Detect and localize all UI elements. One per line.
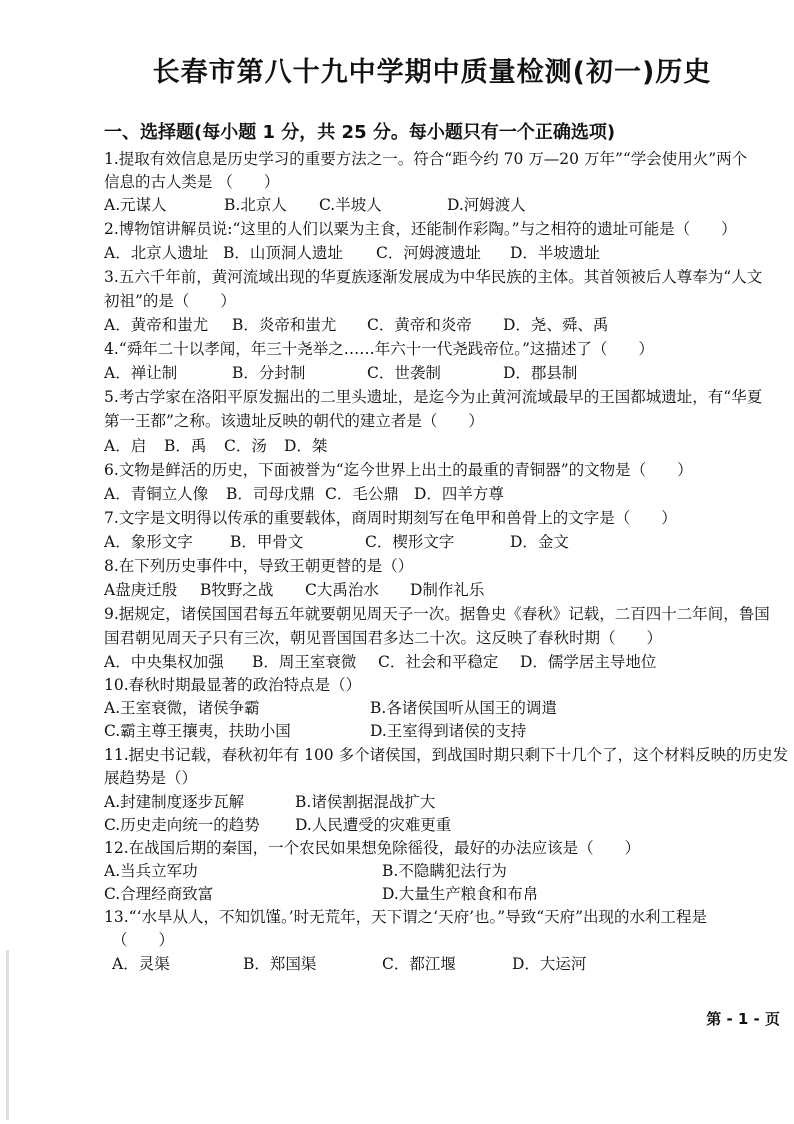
question-4-line-1: 4.“舜年二十以孝闻，年三十尧举之……年六十一代尧践帝位。”这描述了（ ）	[104, 340, 654, 358]
question-3-line-1: 3.五六千年前，黄河流域出现的华夏族逐渐发展成为中华民族的主体。其首领被后人尊奉为“人文	[104, 268, 763, 286]
question-9-option-c: C．社会和平稳定	[378, 653, 499, 671]
question-6-line-1: 6.文物是鲜活的历史，下面被誉为“迄今世界上出土的最重的青铜器”的文物是（ ）	[104, 461, 693, 479]
question-11-option-d: D.人民遭受的灾难更重	[295, 816, 452, 834]
question-13-option-a: A．灵渠	[112, 955, 170, 973]
scan-shadow	[6, 950, 9, 1120]
question-11-option-c: C.历史走向统一的趋势	[104, 816, 260, 834]
question-7-option-c: C．楔形文字	[365, 533, 455, 551]
question-13-option-d: D．大运河	[512, 955, 587, 973]
question-5-option-b: B．禹	[164, 437, 207, 455]
page-number: 第 - 1 - 页	[706, 1010, 780, 1028]
question-4-option-d: D．郡县制	[503, 364, 578, 382]
question-10-line-1: 10.春秋时期最显著的政治特点是（）	[104, 676, 362, 694]
question-10-option-c: C.霸主尊王攘夷，扶助小国	[104, 722, 291, 740]
question-13-option-c: C．都江堰	[382, 955, 456, 973]
question-6-option-d: D．四羊方尊	[414, 485, 504, 503]
question-13-option-b: B．郑国渠	[243, 955, 317, 973]
question-1-option-c: C.半坡人	[319, 196, 382, 214]
question-2-option-b: B．山顶洞人遗址	[223, 244, 343, 262]
question-2-option-d: D．半坡遗址	[510, 244, 600, 262]
question-4-option-a: A．禅让制	[104, 364, 178, 382]
question-4-option-b: B．分封制	[232, 364, 306, 382]
question-7-option-d: D．金文	[510, 533, 569, 551]
question-5-option-a: A．启	[104, 437, 147, 455]
question-10-option-b: B.各诸侯国听从国王的调遣	[370, 699, 557, 717]
question-5-line-2: 第一王都”之称。该遗址反映的朝代的建立者是（ ）	[104, 412, 484, 430]
question-9-option-d: D．儒学居主导地位	[520, 653, 657, 671]
question-2-line-1: 2.博物馆讲解员说:“这里的人们以粟为主食，还能制作彩陶。”与之相符的遗址可能是（ ）	[104, 220, 737, 238]
question-2-option-c: C．河姆渡遗址	[376, 244, 481, 262]
question-11-option-b: B.诸侯割据混战扩大	[295, 793, 436, 811]
question-11-option-a: A.封建制度逐步瓦解	[104, 793, 245, 811]
section-header: 一、选择题(每小题 1 分，共 25 分。每小题只有一个正确选项)	[104, 122, 616, 143]
question-7-option-b: B．甲骨文	[230, 533, 304, 551]
question-8-option-a: A盘庚迁殷	[104, 581, 178, 599]
question-1-line-2: 信息的古人类是 （ ）	[104, 173, 280, 191]
question-12-line-1: 12.在战国后期的秦国，一个农民如果想免除徭役，最好的办法应该是（ ）	[104, 839, 641, 857]
question-1-option-b: B.北京人	[224, 196, 287, 214]
question-12-option-a: A.当兵立军功	[104, 862, 198, 880]
question-5-line-1: 5.考古学家在洛阳平原发掘出的二里头遗址，是迄今为止黄河流域最早的王国都城遗址，有“华夏	[104, 388, 763, 406]
question-10-option-d: D.王室得到诸侯的支持	[370, 722, 527, 740]
question-13-line-2: （ ）	[112, 931, 175, 949]
question-1-line-1: 1.提取有效信息是历史学习的重要方法之一。符合“距今约 70 万—20 万年”“学会使用火”两个	[104, 150, 748, 168]
question-3-option-a: A．黄帝和蚩尤	[104, 316, 209, 334]
question-9-line-1: 9.据规定，诸侯国国君每五年就要朝见周天子一次。据鲁史《春秋》记载，二百四十二年间，鲁国	[104, 605, 770, 623]
question-8-option-c: C大禹治水	[305, 581, 379, 599]
question-3-option-c: C．黄帝和炎帝	[367, 316, 472, 334]
question-4-option-c: C．世袭制	[367, 364, 441, 382]
question-9-option-a: A．中央集权加强	[104, 653, 224, 671]
question-1-option-a: A.元谋人	[104, 196, 167, 214]
question-3-option-d: D．尧、舜、禹	[503, 316, 609, 334]
question-12-option-b: B.不隐瞒犯法行为	[382, 862, 507, 880]
question-12-option-c: C.合理经商致富	[104, 885, 214, 903]
question-13-line-1: 13.“‘水旱从人，不知饥馑。’时无荒年，天下谓之‘天府’也。”导致“天府”出现的水利工程是	[104, 908, 708, 926]
question-5-option-d: D．桀	[284, 437, 328, 455]
question-2-option-a: A．北京人遗址	[104, 244, 209, 262]
question-7-line-1: 7.文字是文明得以传承的重要载体，商周时期刻写在龟甲和兽骨上的文字是（ ）	[104, 509, 677, 527]
question-6-option-c: C．毛公鼎	[325, 485, 399, 503]
question-8-option-b: B牧野之战	[200, 581, 274, 599]
question-6-option-a: A．青铜立人像	[104, 485, 209, 503]
question-12-option-d: D.大量生产粮食和布帛	[382, 885, 539, 903]
question-6-option-b: B．司母戊鼎	[226, 485, 315, 503]
question-11-line-1: 11.据史书记载，春秋初年有 100 多个诸侯国，到战国时期只剩下十几个了，这个材料反映的历史发	[104, 746, 789, 764]
question-9-option-b: B．周王室衰微	[252, 653, 357, 671]
question-7-option-a: A．象形文字	[104, 533, 193, 551]
question-1-option-d: D.河姆渡人	[447, 196, 526, 214]
page-title: 长春市第八十九中学期中质量检测(初一)历史	[152, 57, 712, 88]
question-3-line-2: 初祖”的是（ ）	[104, 292, 236, 310]
question-10-option-a: A.王室衰微，诸侯争霸	[104, 699, 260, 717]
question-3-option-b: B．炎帝和蚩尤	[232, 316, 337, 334]
question-11-line-2: 展趋势是（）	[104, 769, 198, 787]
question-5-option-c: C．汤	[224, 437, 267, 455]
question-9-line-2: 国君朝见周天子只有三次，朝见晋国国君多达二十次。这反映了春秋时期（ ）	[104, 629, 663, 647]
question-8-line-1: 8.在下列历史事件中，导致王朝更替的是（）	[104, 557, 414, 575]
question-8-option-d: D制作礼乐	[410, 581, 485, 599]
